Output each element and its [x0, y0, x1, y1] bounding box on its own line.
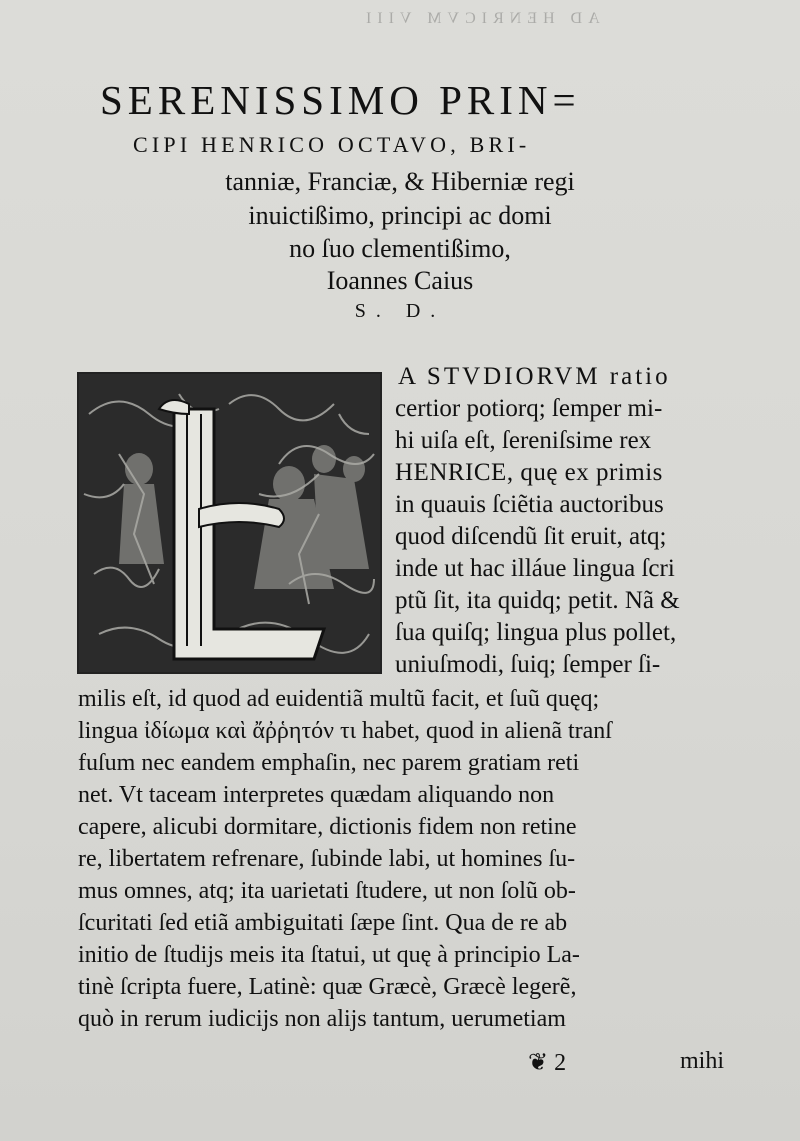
text-line-3: hi uiſa eſt, ſereniſsime rex: [395, 427, 652, 454]
text-line-1: A STVDIORVM ratio: [398, 363, 671, 390]
heading-line-1: SERENISSIMO PRIN=: [100, 77, 581, 123]
text-line-16: re, libertatem refrenare, ſubinde labi, ut homines ſu-: [78, 846, 576, 872]
decorated-initial-woodcut: [77, 372, 382, 674]
text-line-15: capere, alicubi dormitare, dictionis fidem non retine: [78, 814, 577, 840]
text-line-20: tinè ſcripta fuere, Latinè: quæ Græcè, Græcè legerẽ,: [78, 974, 577, 1000]
text-line-13: fuſum nec eandem emphaſin, nec parem gratiam reti: [78, 750, 580, 776]
salutation: S. D.: [354, 300, 446, 322]
text-line-7: inde ut hac illáue lingua ſcri: [395, 555, 675, 582]
woodcut-image: [79, 374, 380, 672]
text-line-6: quod diſcendũ ſit eruit, atq;: [395, 523, 667, 550]
text-line-2: certior potiorq; ſemper mi-: [395, 395, 663, 422]
text-line-4: HENRICE, quę ex primis: [395, 459, 663, 486]
text-line-11: milis eſt, id quod ad euidentiã multũ facit, et ſuũ quęq;: [78, 686, 600, 712]
text-line-12: lingua ἰδίωμα καὶ ἄῤῥητόν τι habet, quod in alienã tranſ: [78, 718, 612, 744]
text-line-21: quò in rerum iudicijs non alijs tantum, uerumetiam: [78, 1006, 566, 1032]
text-line-19: initio de ſtudijs meis ita ſtatui, ut quę à principio La-: [78, 942, 580, 968]
heading-line-2: CIPI HENRICO OCTAVO, BRI-: [133, 132, 531, 157]
heading-line-5: no ſuo clementißimo,: [289, 234, 511, 263]
text-line-10: uniuſmodi, ſuiq; ſemper ſi-: [395, 651, 661, 678]
text-line-17: mus omnes, atq; ita uarietati ſtudere, ut non ſolũ ob-: [78, 878, 576, 904]
text-line-8: ptũ ſit, ita quidq; petit. Nã &: [395, 587, 680, 614]
text-line-18: ſcuritati ſed etiã ambiguitati ſæpe ſint. Qua de re ab: [78, 910, 568, 936]
heading-line-3: tanniæ, Franciæ, & Hiberniæ regi: [225, 167, 575, 196]
heading-line-4: inuictißimo, principi ac domi: [248, 201, 552, 230]
author-name: Ioannes Caius: [326, 266, 474, 295]
text-line-5: in quauis ſciẽtia auctoribus: [395, 491, 664, 518]
text-line-14: net. Vt taceam interpretes quædam aliquando non: [78, 782, 555, 808]
signature-mark: ❦ 2: [528, 1050, 567, 1076]
catchword: mihi: [680, 1048, 725, 1074]
bleed-through-text: AD HENRICVM VIII: [360, 10, 600, 27]
text-line-9: ſua quiſq; lingua plus pollet,: [395, 619, 677, 646]
